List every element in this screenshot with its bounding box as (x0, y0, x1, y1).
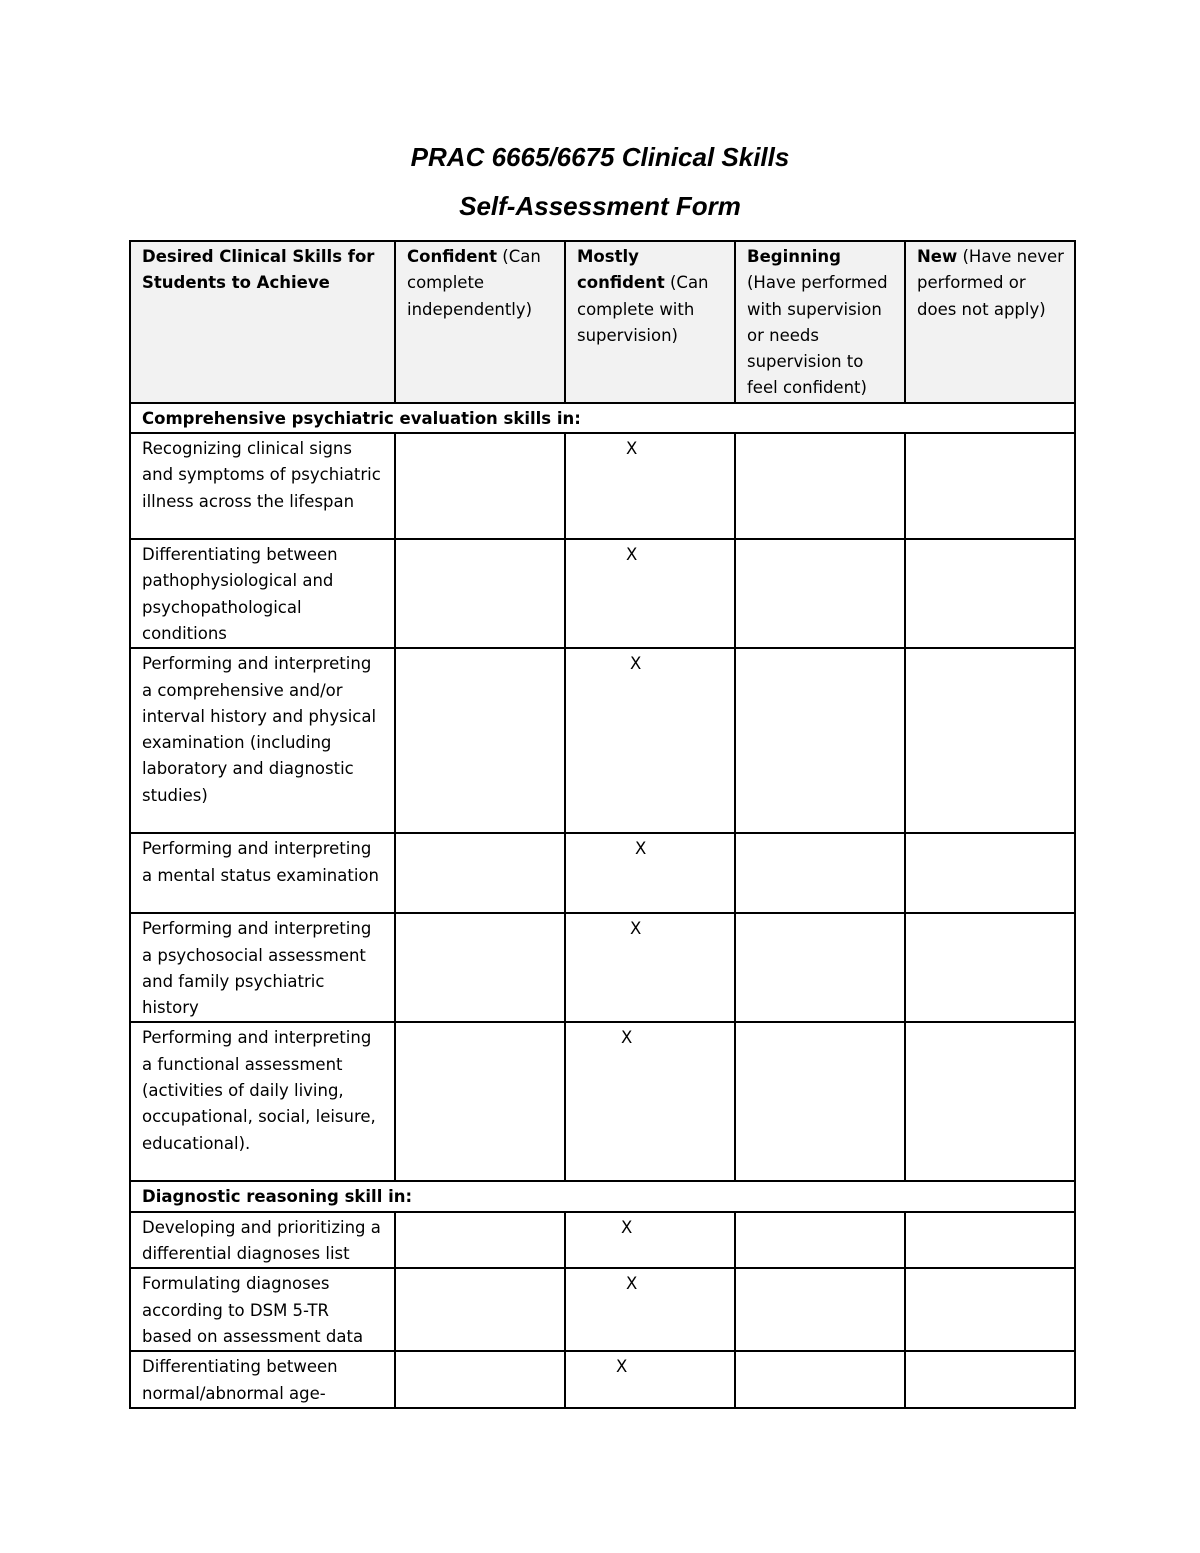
form-title: PRAC 6665/6675 Clinical Skills (410, 142, 790, 172)
rating-cell-beginning (735, 1022, 905, 1181)
rating-mark: X (630, 654, 642, 674)
rating-cell-beginning (735, 1212, 905, 1269)
column-header-mostly-confident: Mostly confident (Can complete with supervision) (565, 241, 735, 403)
skill-cell: Differentiating between pathophysiological and psychopathological conditions (130, 539, 395, 648)
section-heading-row (130, 403, 1075, 433)
skill-cell: Developing and prioritizing a differential diagnoses list (130, 1212, 395, 1269)
rating-cell-new (905, 1212, 1075, 1269)
rating-cell-mostly-confident (565, 1351, 735, 1408)
column-header-skill: Desired Clinical Skills for Students to Achieve (130, 241, 395, 403)
rating-mark: X (621, 1217, 633, 1237)
rating-cell-beginning (735, 648, 905, 833)
rating-cell-beginning (735, 1268, 905, 1351)
rating-cell-beginning (735, 433, 905, 539)
section-heading: Comprehensive psychiatric evaluation skills in: (130, 403, 1075, 433)
rating-cell-mostly-confident (565, 833, 735, 913)
table-row (130, 833, 1075, 913)
table-row (130, 539, 1075, 648)
rating-cell-confident (395, 539, 565, 648)
rating-cell-mostly-confident (565, 648, 735, 833)
skill-cell: Recognizing clinical signs and symptoms of psychiatric illness across the lifespan (130, 433, 395, 539)
rating-cell-confident (395, 648, 565, 833)
rating-cell-confident (395, 1022, 565, 1181)
rating-cell-new (905, 1268, 1075, 1351)
rating-cell-beginning (735, 539, 905, 648)
column-header-confident: Confident (Can complete independently) (395, 241, 565, 403)
rating-cell-new (905, 539, 1075, 648)
table-row (130, 648, 1075, 833)
rating-mark: X (630, 919, 642, 939)
rating-cell-mostly-confident (565, 1022, 735, 1181)
rating-cell-beginning (735, 913, 905, 1022)
table-row (130, 913, 1075, 1022)
table-row (130, 1022, 1075, 1181)
skill-cell: Performing and interpreting a comprehensive and/or interval history and physical examination (including laboratory and diagnostic studies) (130, 648, 395, 833)
table-row (130, 433, 1075, 539)
self-assessment-table (129, 240, 1076, 1409)
rating-mark: X (616, 1357, 628, 1377)
rating-cell-mostly-confident (565, 1268, 735, 1351)
skill-cell: Performing and interpreting a psychosocial assessment and family psychiatric history (130, 913, 395, 1022)
skill-cell: Differentiating between normal/abnormal age- (130, 1351, 395, 1408)
rating-cell-mostly-confident (565, 433, 735, 539)
rating-cell-confident (395, 1212, 565, 1269)
table-row (130, 1351, 1075, 1408)
column-header-new: New (Have never performed or does not apply) (905, 241, 1075, 403)
table-header-row (130, 241, 1075, 403)
skill-cell: Performing and interpreting a mental status examination (130, 833, 395, 913)
table-row (130, 1268, 1075, 1351)
skill-cell: Performing and interpreting a functional assessment (activities of daily living, occupational, social, leisure, educational). (130, 1022, 395, 1181)
rating-cell-new (905, 1351, 1075, 1408)
rating-mark: X (626, 545, 638, 565)
section-heading-row (130, 1181, 1075, 1211)
section-heading: Diagnostic reasoning skill in: (130, 1181, 1075, 1211)
skill-cell: Formulating diagnoses according to DSM 5-TR based on assessment data (130, 1268, 395, 1351)
rating-mark: X (626, 1274, 638, 1294)
rating-cell-mostly-confident (565, 1212, 735, 1269)
rating-cell-new (905, 648, 1075, 833)
rating-cell-mostly-confident (565, 913, 735, 1022)
form-subtitle: Self-Assessment Form (459, 191, 741, 221)
rating-cell-new (905, 833, 1075, 913)
rating-cell-confident (395, 433, 565, 539)
rating-cell-confident (395, 1351, 565, 1408)
rating-cell-confident (395, 1268, 565, 1351)
rating-mark: X (635, 839, 647, 859)
rating-cell-new (905, 433, 1075, 539)
rating-cell-confident (395, 913, 565, 1022)
rating-cell-new (905, 913, 1075, 1022)
rating-cell-mostly-confident (565, 539, 735, 648)
rating-cell-confident (395, 833, 565, 913)
rating-mark: X (626, 439, 638, 459)
rating-cell-beginning (735, 833, 905, 913)
rating-cell-new (905, 1022, 1075, 1181)
table-row (130, 1212, 1075, 1269)
rating-mark: X (621, 1028, 633, 1048)
column-header-beginning: Beginning (Have performed with supervision or needs supervision to feel confident) (735, 241, 905, 403)
rating-cell-beginning (735, 1351, 905, 1408)
